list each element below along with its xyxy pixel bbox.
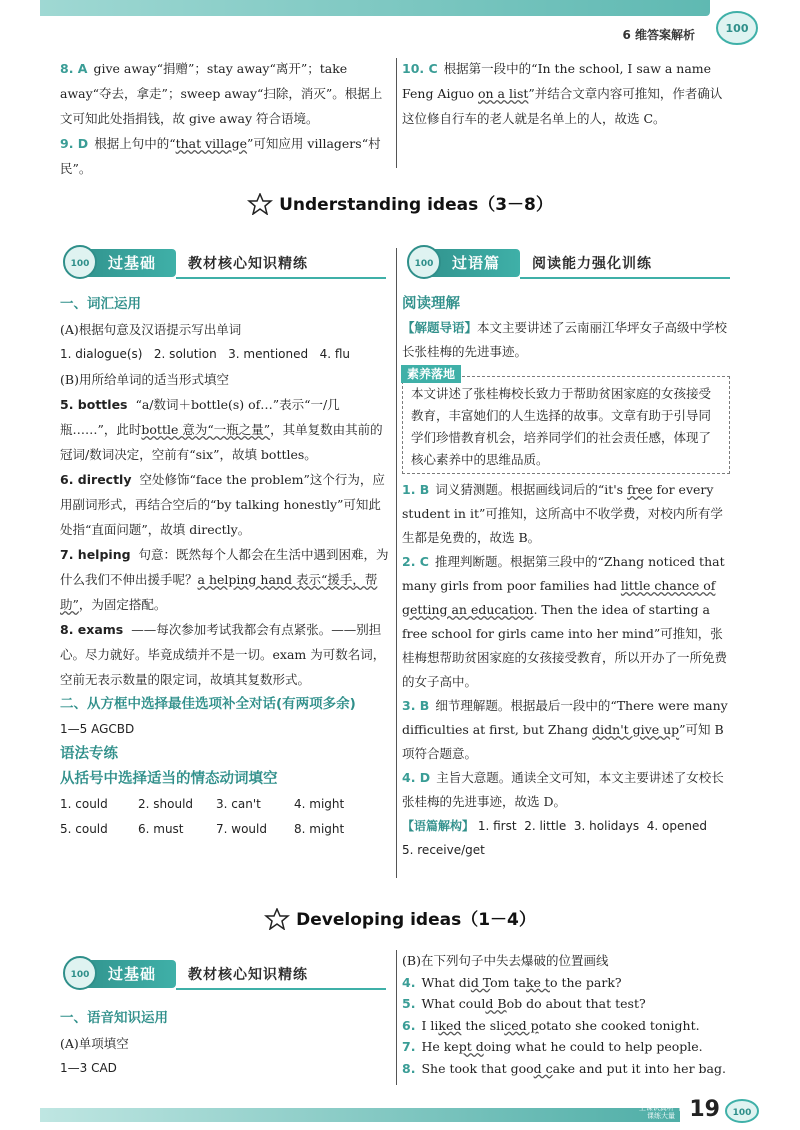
answer-item: 10. C 根据第一段中的“In the school, I saw a name Feng Aiguo on a list”并结合文章内容可推知，作者确认这位修自行车的老人就是名单上的人，故选 C。 (402, 61, 723, 126)
top-right-column (402, 56, 730, 131)
literacy-text: 本文讲述了张桂梅校长致力于帮助贫困家庭的女孩接受教育，丰富她们的人生选择的故事。文章有助于引导同学们珍惜教育机会，培养同学们的社会责任感，体现了核心素养中的思维品质。 (411, 386, 712, 467)
answer-row: 1. dialogue(s) 2. solution 3. mentioned 4. flu (60, 347, 350, 361)
svg-text:100: 100 (70, 970, 90, 980)
column-divider (396, 248, 397, 878)
sub-heading: (B)用所给单词的适当形式填空 (60, 372, 229, 387)
section-title-developing: Developing ideas（1－4） (0, 905, 800, 930)
section1-left-content (60, 292, 390, 842)
sentence-item: 8. She took that good cake and put it into her bag. (402, 1060, 726, 1076)
section2-left-content (60, 1006, 390, 1081)
answer-item: 8. A give away“捐赠”；stay away“离开”；take away“夺去，拿走”；sweep away“扫除，消灭”。根据上文可知此处指捐钱，故 give away 符合语境。 (60, 61, 383, 126)
banner-subtitle: 教材核心知识精练 (188, 256, 308, 272)
top-left-column (60, 56, 390, 181)
sub-heading: (B)在下列句子中失去爆破的位置画线 (402, 953, 609, 968)
brand-logo-icon (714, 10, 760, 46)
page-number: 19 (689, 1097, 720, 1122)
guide-paragraph: 【解题导语】本文主要讲述了云南丽江华坪女子高级中学校长张桂梅的先进事迹。 (402, 320, 728, 359)
section-title-understanding: Understanding ideas（3－8） (0, 190, 800, 215)
answer-item: 5. bottles “a/数词＋bottle(s) of…”表示“一/几瓶……”，此时bottle 意为“一瓶之量”，其单复数由其前的冠词/数词决定，空前有“six”，故填 bottles。 (60, 397, 383, 462)
heading: 从括号中选择适当的情态动词填空 (60, 771, 278, 787)
answer-item: 7. helping 句意：既然每个人都会在生活中遇到困难，为什么我们不伸出援手呢？a helping hand 表示“援手，帮助”，为固定搭配。 (60, 547, 389, 612)
answer-item: 6. directly 空处修饰“face the problem”这个行为，应用副词形式，再结合空后的“by talking honestly”可知此处指“直面问题”，故填 directly。 (60, 472, 385, 537)
answer-row: 5. could 6. must 7. would 8. might (60, 822, 345, 836)
answer-item: 9. D 根据上句中的“that village”可知应用 villagers“村民”。 (60, 136, 381, 176)
mascot-icon (404, 243, 444, 281)
structure-row: 5. receive/get (402, 843, 485, 857)
star-badge-icon (247, 193, 273, 215)
sentence-item: 4. What did Tom take to the park? (402, 974, 622, 990)
answer-item: 8. exams ——每次参加考试我都会有点紧张。——别担心。尽力就好。毕竟成绩并不是一切。exam 为可数名词，空前无表示数量的限定词，故填其复数形式。 (60, 622, 386, 687)
heading: 一、语音知识运用 (60, 1010, 168, 1026)
answer-item: 2. C 推理判断题。根据第三段中的“Zhang noticed that many girls from poor families had little chance of getting an education. Then the idea of starting a free school for girls came into her mind”可推知，张桂梅想帮助贫困家庭的女孩接受教育，所以开办了一所免费的女子高中。 (402, 554, 728, 689)
heading: 二、从方框中选择最佳选项补全对话(有两项多余) (60, 696, 356, 712)
column-divider (396, 950, 397, 1085)
answer-item: 1. B 词义猜测题。根据画线词后的“it's free for every student in it”可推知，这所高中不收学费，对校内所有学生都是免费的，故选 B。 (402, 482, 723, 545)
top-color-bar (40, 0, 710, 16)
brand-logo-icon (724, 1098, 760, 1124)
badge-label: 过基础 (64, 249, 176, 277)
section2-right-content (402, 950, 730, 1079)
footer-slogan: 上课认真听 下课练大量 (638, 1104, 684, 1120)
footer-stripe (40, 1108, 680, 1122)
star-badge-icon (264, 908, 290, 930)
banner-subtitle: 教材核心知识精练 (188, 967, 308, 983)
answer-item: 3. B 细节理解题。根据最后一段中的“There were many difficulties at first, but Zhang didn't give up”可知 B 项符合题意。 (402, 698, 728, 761)
svg-text:100: 100 (732, 1108, 752, 1118)
heading: 阅读理解 (402, 296, 460, 312)
literacy-box (402, 367, 730, 474)
sentence-item: 7. He kept doing what he could to help people. (402, 1039, 703, 1054)
svg-text:100: 100 (725, 22, 749, 35)
badge-label: 过基础 (64, 960, 176, 988)
heading: 一、词汇运用 (60, 296, 141, 312)
mascot-icon (60, 243, 100, 281)
structure-row: 【语篇解构】 1. first 2. little 3. holidays 4. opened (402, 819, 707, 833)
literacy-label: 素养落地 (401, 365, 461, 383)
svg-text:100: 100 (70, 259, 90, 269)
page-footer (0, 1098, 800, 1130)
sentence-item: 5. What could Bob do about that test? (402, 996, 646, 1011)
section1-right-content (402, 292, 730, 862)
answer-row: 1—3 CAD (60, 1061, 117, 1075)
column-divider (396, 58, 397, 168)
banner-basic-2 (64, 958, 386, 992)
banner-reading (408, 247, 730, 281)
banner-subtitle: 阅读能力强化训练 (532, 256, 652, 272)
page-header-title: 6 维答案解析 (622, 28, 695, 42)
sub-heading: (A)单项填空 (60, 1036, 129, 1051)
svg-text:100: 100 (414, 259, 434, 269)
answer-row: 1—5 AGCBD (60, 722, 135, 736)
answer-item: 4. D 主旨大意题。通读全文可知，本文主要讲述了女校长张桂梅的先进事迹，故选 D。 (402, 770, 724, 809)
mascot-icon (60, 954, 100, 992)
sub-heading: (A)根据句意及汉语提示写出单词 (60, 322, 242, 337)
sentence-item: 6. I liked the sliced potato she cooked tonight. (402, 1017, 700, 1033)
heading: 语法专练 (60, 746, 118, 762)
answer-row: 1. could 2. should 3. can't 4. might (60, 797, 345, 811)
badge-label: 过语篇 (408, 249, 520, 277)
banner-basic (64, 247, 386, 281)
